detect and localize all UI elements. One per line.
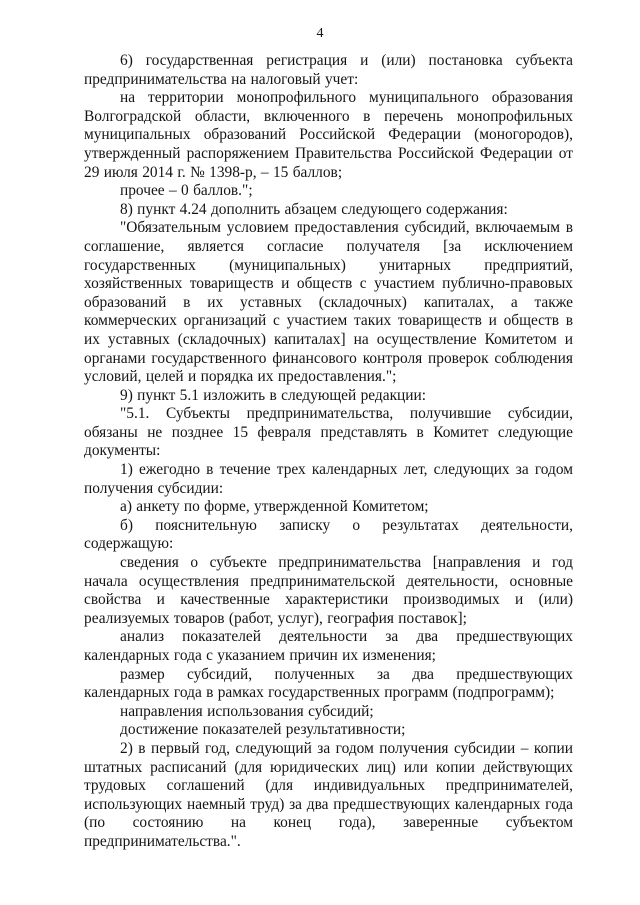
paragraph-subsidy-amount: размер субсидий, полученных за два предшествующих календарных года в рамках государственных программ (подпрограмм); (84, 665, 573, 702)
paragraph-monotown-territory: на территории монопрофильного муниципального образования Волгоградской области, включенного в перечень монопрофильных муниципальных образований Российской Федерации (моногородов), утвержденный распоряжением Правительства Российской Федерации от 29 июля 2014 г. № 1398-р, – 15 баллов; (84, 89, 573, 181)
paragraph-item-9-amendment: 9) пункт 5.1 изложить в следующей редакции: (120, 386, 427, 404)
paragraph-first-year-copies: 2) в первый год, следующий за годом получения субсидии – копии штатных расписаний (для юридических лиц) или копии действующих трудовых соглашений (для индивидуальных предпринимателей, использующих наемный труд) за два предшествующих календарных года (по состоянию на конец года), заверенные субъектом предпринимательства.". (84, 739, 573, 850)
paragraph-explanatory-note: б) пояснительную записку о результатах деятельности, содержащую: (84, 516, 573, 553)
paragraph-item-8-amendment: 8) пункт 4.24 дополнить абзацем следующего содержания: (120, 200, 508, 218)
paragraph-annual-three-years: 1) ежегодно в течение трех календарных лет, следующих за годом получения субсидии: (84, 461, 573, 497)
paragraph-5-1-obligations: "5.1. Субъекты предпринимательства, получившие субсидии, обязаны не позднее 15 февраля представлять в Комитет следующие документы: (84, 405, 573, 460)
paragraph-subsidy-use: направления использования субсидий; (120, 702, 374, 720)
paragraph-entity-info: сведения о субъекте предпринимательства [направления и год начала осуществления предпринимательской деятельности, основные свойства и качественные характеристики производимых и (или) реализуемых товаров (работ, услуг), география поставок]; (84, 554, 573, 627)
paragraph-performance-indicators: достижение показателей результативности; (120, 721, 406, 739)
page-number: 4 (316, 26, 324, 41)
paragraph-other-zero-points: прочее – 0 баллов."; (120, 182, 253, 200)
paragraph-mandatory-condition: "Обязательным условием предоставления субсидий, включаемым в соглашение, является согласие получателя [за исключением государственных (муниципальных) унитарных предприятий, хозяйственных товариществ и обществ с участием публично-правовых образований в их уставных (складочных) капиталах, а также коммерческих организаций с участием таких товариществ и обществ в их уставных (складочных) капиталах] на осуществление Комитетом и органами государственного финансового контроля проверок соблюдения условий, целей и порядка их предоставления."; (84, 219, 573, 386)
document-body (84, 52, 573, 852)
paragraph-questionnaire: а) анкету по форме, утвержденной Комитетом; (120, 498, 429, 516)
paragraph-item-6-registration: 6) государственная регистрация и (или) постановка субъекта предпринимательства на налоговый учет: (84, 52, 573, 88)
paragraph-performance-analysis: анализ показателей деятельности за два предшествующих календарных года с указанием причин их изменения; (84, 628, 573, 664)
